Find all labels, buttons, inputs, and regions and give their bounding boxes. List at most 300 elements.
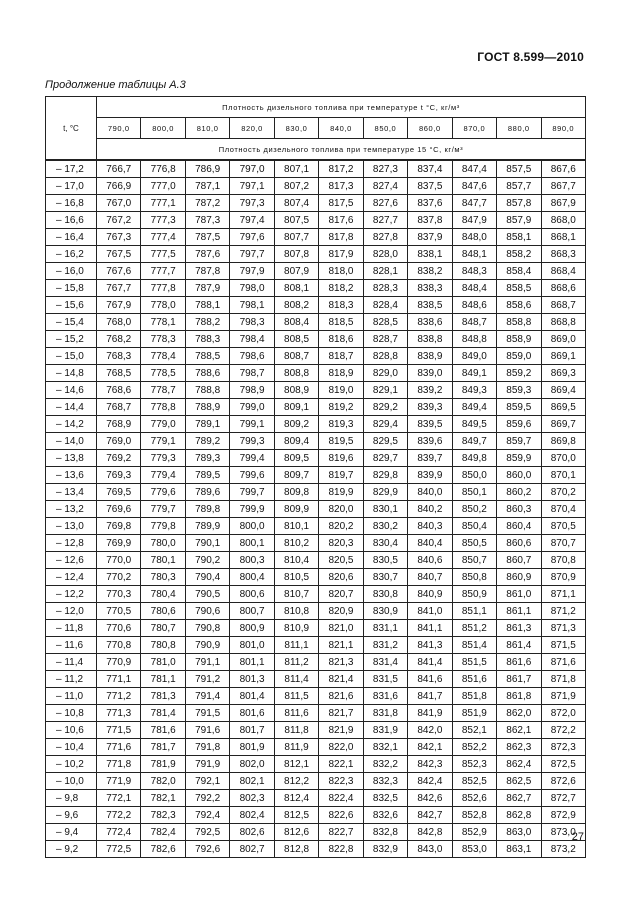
density-cell: 850,1 [452,484,496,501]
density-cell: 810,9 [274,620,318,637]
density-cell: 828,8 [363,348,407,365]
density-cell: 818,2 [319,280,363,297]
density-cell: 767,5 [97,246,141,263]
density-cell: 861,8 [497,688,541,705]
density-column-header: 800,0 [141,118,185,139]
table-row [46,501,586,518]
density-cell: 820,9 [319,603,363,620]
table-row [46,620,586,637]
density-cell: 858,5 [497,280,541,297]
density-cell: 851,4 [452,637,496,654]
density-cell: 821,3 [319,654,363,671]
temperature-cell: – 9,8 [46,790,97,807]
density-cell: 827,8 [363,229,407,246]
density-cell: 852,8 [452,807,496,824]
density-cell: 871,8 [541,671,585,688]
density-cell: 809,9 [274,501,318,518]
density-cell: 799,3 [230,433,274,450]
table-row [46,535,586,552]
table-row [46,263,586,280]
density-cell: 829,4 [363,416,407,433]
density-cell: 811,8 [274,722,318,739]
table-row [46,671,586,688]
density-column-header: 850,0 [363,118,407,139]
density-cell: 852,2 [452,739,496,756]
density-cell: 832,6 [363,807,407,824]
density-column-header: 890,0 [541,118,585,139]
density-cell: 842,4 [408,773,452,790]
density-cell: 789,9 [185,518,229,535]
density-cell: 769,5 [97,484,141,501]
table-row [46,484,586,501]
density-cell: 839,7 [408,450,452,467]
density-cell: 822,0 [319,739,363,756]
density-cell: 829,7 [363,450,407,467]
density-cell: 811,6 [274,705,318,722]
temperature-cell: – 9,4 [46,824,97,841]
density-cell: 778,5 [141,365,185,382]
density-cell: 790,2 [185,552,229,569]
density-cell: 838,2 [408,263,452,280]
density-cell: 791,4 [185,688,229,705]
density-cell: 873,2 [541,841,585,858]
table-caption: Продолжение таблицы А.3 [45,79,186,91]
density-cell: 802,6 [230,824,274,841]
density-cell: 872,6 [541,773,585,790]
density-cell: 849,7 [452,433,496,450]
temperature-cell: – 13,8 [46,450,97,467]
table-row [46,688,586,705]
density-cell: 789,6 [185,484,229,501]
density-cell: 851,9 [452,705,496,722]
density-column-header: 870,0 [452,118,496,139]
density-cell: 872,3 [541,739,585,756]
density-cell: 782,4 [141,824,185,841]
density-cell: 848,1 [452,246,496,263]
table-row [46,739,586,756]
density-cell: 852,6 [452,790,496,807]
density-cell: 869,7 [541,416,585,433]
density-cell: 780,0 [141,535,185,552]
temperature-cell: – 16,2 [46,246,97,263]
density-cell: 822,4 [319,790,363,807]
density-cell: 871,5 [541,637,585,654]
density-cell: 839,5 [408,416,452,433]
density-at-temperature-header: Плотность дизельного топлива при температуре t °C, кг/м³ [97,97,586,118]
density-cell: 780,1 [141,552,185,569]
density-cell: 808,5 [274,331,318,348]
density-cell: 842,3 [408,756,452,773]
temperature-cell: – 10,8 [46,705,97,722]
density-cell: 809,2 [274,416,318,433]
density-cell: 841,9 [408,705,452,722]
density-cell: 818,9 [319,365,363,382]
density-cell: 810,4 [274,552,318,569]
density-cell: 799,9 [230,501,274,518]
density-cell: 817,2 [319,160,363,178]
density-cell: 861,7 [497,671,541,688]
density-cell: 830,8 [363,586,407,603]
density-cell: 777,8 [141,280,185,297]
density-cell: 778,3 [141,331,185,348]
density-cell: 828,5 [363,314,407,331]
temperature-cell: – 9,2 [46,841,97,858]
density-cell: 838,5 [408,297,452,314]
density-cell: 798,3 [230,314,274,331]
density-cell: 809,5 [274,450,318,467]
density-cell: 819,0 [319,382,363,399]
density-cell: 849,4 [452,399,496,416]
density-cell: 838,8 [408,331,452,348]
density-cell: 820,0 [319,501,363,518]
density-cell: 830,4 [363,535,407,552]
density-cell: 788,5 [185,348,229,365]
density-cell: 771,6 [97,739,141,756]
table-body [46,160,586,858]
density-column-header: 840,0 [319,118,363,139]
density-cell: 801,7 [230,722,274,739]
density-cell: 871,1 [541,586,585,603]
density-cell: 781,0 [141,654,185,671]
density-cell: 797,1 [230,178,274,195]
density-cell: 791,2 [185,671,229,688]
density-cell: 807,4 [274,195,318,212]
temperature-cell: – 15,8 [46,280,97,297]
density-cell: 848,4 [452,280,496,297]
density-cell: 829,2 [363,399,407,416]
density-cell: 860,6 [497,535,541,552]
density-cell: 840,4 [408,535,452,552]
density-cell: 843,0 [408,841,452,858]
density-cell: 830,9 [363,603,407,620]
table-row [46,569,586,586]
density-cell: 811,4 [274,671,318,688]
density-cell: 800,6 [230,586,274,603]
density-cell: 862,5 [497,773,541,790]
density-cell: 841,7 [408,688,452,705]
density-cell: 782,3 [141,807,185,824]
density-cell: 869,3 [541,365,585,382]
density-cell: 808,4 [274,314,318,331]
density-cell: 872,0 [541,705,585,722]
density-cell: 841,6 [408,671,452,688]
density-cell: 767,6 [97,263,141,280]
temperature-cell: – 14,2 [46,416,97,433]
density-cell: 812,4 [274,790,318,807]
temperature-cell: – 14,8 [46,365,97,382]
density-cell: 769,9 [97,535,141,552]
density-cell: 779,7 [141,501,185,518]
table-row [46,807,586,824]
density-cell: 831,2 [363,637,407,654]
density-cell: 842,1 [408,739,452,756]
density-cell: 832,1 [363,739,407,756]
density-cell: 831,5 [363,671,407,688]
document-code: ГОСТ 8.599—2010 [477,50,584,64]
density-cell: 869,5 [541,399,585,416]
density-cell: 818,6 [319,331,363,348]
density-cell: 808,9 [274,382,318,399]
density-cell: 849,3 [452,382,496,399]
density-cell: 778,0 [141,297,185,314]
temperature-cell: – 13,0 [46,518,97,535]
density-cell: 828,3 [363,280,407,297]
density-cell: 782,0 [141,773,185,790]
density-cell: 811,1 [274,637,318,654]
density-cell: 830,2 [363,518,407,535]
density-cell: 819,6 [319,450,363,467]
temperature-cell: – 15,6 [46,297,97,314]
density-cell: 857,5 [497,160,541,178]
density-cell: 800,3 [230,552,274,569]
density-cell: 801,0 [230,637,274,654]
density-column-header: 810,0 [185,118,229,139]
density-cell: 791,5 [185,705,229,722]
density-cell: 838,9 [408,348,452,365]
density-cell: 842,0 [408,722,452,739]
density-cell: 870,8 [541,552,585,569]
density-cell: 860,4 [497,518,541,535]
table-row [46,399,586,416]
table-row [46,195,586,212]
temperature-cell: – 16,6 [46,212,97,229]
density-cell: 837,4 [408,160,452,178]
density-cell: 830,1 [363,501,407,518]
density-cell: 808,8 [274,365,318,382]
density-cell: 859,6 [497,416,541,433]
density-cell: 822,1 [319,756,363,773]
density-cell: 837,5 [408,178,452,195]
density-cell: 850,7 [452,552,496,569]
density-cell: 770,6 [97,620,141,637]
density-cell: 819,5 [319,433,363,450]
density-cell: 852,1 [452,722,496,739]
density-cell: 872,9 [541,807,585,824]
density-cell: 768,9 [97,416,141,433]
density-cell: 852,9 [452,824,496,841]
density-column-header: 830,0 [274,118,318,139]
density-cell: 771,2 [97,688,141,705]
temperature-cell: – 16,8 [46,195,97,212]
density-cell: 787,8 [185,263,229,280]
density-cell: 870,2 [541,484,585,501]
density-cell: 851,5 [452,654,496,671]
density-cell: 768,6 [97,382,141,399]
temperature-cell: – 13,6 [46,467,97,484]
density-cell: 799,6 [230,467,274,484]
density-cell: 868,1 [541,229,585,246]
density-column-header: 860,0 [408,118,452,139]
density-cell: 871,2 [541,603,585,620]
density-cell: 857,7 [497,178,541,195]
density-cell: 848,3 [452,263,496,280]
density-cell: 861,6 [497,654,541,671]
density-cell: 768,3 [97,348,141,365]
density-cell: 780,7 [141,620,185,637]
table-header [46,97,586,161]
density-cell: 868,6 [541,280,585,297]
density-cell: 770,8 [97,637,141,654]
density-cell: 799,1 [230,416,274,433]
density-cell: 786,9 [185,160,229,178]
density-cell: 781,6 [141,722,185,739]
density-cell: 808,1 [274,280,318,297]
temperature-cell: – 10,4 [46,739,97,756]
density-cell: 830,7 [363,569,407,586]
density-cell: 766,7 [97,160,141,178]
temperature-cell: – 14,0 [46,433,97,450]
density-cell: 777,4 [141,229,185,246]
density-cell: 858,1 [497,229,541,246]
density-cell: 867,7 [541,178,585,195]
density-cell: 827,6 [363,195,407,212]
density-cell: 868,0 [541,212,585,229]
density-cell: 828,1 [363,263,407,280]
density-cell: 792,4 [185,807,229,824]
density-cell: 768,5 [97,365,141,382]
density-cell: 771,3 [97,705,141,722]
density-cell: 777,0 [141,178,185,195]
temperature-cell: – 11,2 [46,671,97,688]
density-cell: 807,2 [274,178,318,195]
density-cell: 790,9 [185,637,229,654]
density-cell: 781,1 [141,671,185,688]
density-cell: 789,5 [185,467,229,484]
density-cell: 789,2 [185,433,229,450]
density-cell: 863,0 [497,824,541,841]
table-row [46,790,586,807]
density-cell: 847,4 [452,160,496,178]
density-cell: 767,3 [97,229,141,246]
density-cell: 859,5 [497,399,541,416]
density-cell: 869,4 [541,382,585,399]
density-cell: 777,7 [141,263,185,280]
density-cell: 811,2 [274,654,318,671]
temperature-cell: – 16,4 [46,229,97,246]
density-cell: 821,0 [319,620,363,637]
density-cell: 861,0 [497,586,541,603]
temperature-cell: – 11,4 [46,654,97,671]
density-cell: 797,6 [230,229,274,246]
temperature-cell: – 13,4 [46,484,97,501]
table-row [46,229,586,246]
density-cell: 862,7 [497,790,541,807]
density-cell: 859,2 [497,365,541,382]
density-cell: 841,0 [408,603,452,620]
density-cell: 819,7 [319,467,363,484]
density-cell: 800,4 [230,569,274,586]
density-cell: 781,9 [141,756,185,773]
density-cell: 790,8 [185,620,229,637]
density-cell: 807,1 [274,160,318,178]
density-cell: 770,9 [97,654,141,671]
density-cell: 797,3 [230,195,274,212]
density-cell: 792,2 [185,790,229,807]
table-row [46,552,586,569]
density-cell: 852,3 [452,756,496,773]
temperature-cell: – 12,8 [46,535,97,552]
density-cell: 869,1 [541,348,585,365]
density-cell: 808,2 [274,297,318,314]
density-cell: 810,5 [274,569,318,586]
density-cell: 858,8 [497,314,541,331]
temperature-cell: – 15,2 [46,331,97,348]
density-cell: 801,3 [230,671,274,688]
density-cell: 829,1 [363,382,407,399]
density-cell: 860,3 [497,501,541,518]
density-cell: 820,5 [319,552,363,569]
density-cell: 797,0 [230,160,274,178]
table-row [46,637,586,654]
density-cell: 827,7 [363,212,407,229]
density-cell: 779,6 [141,484,185,501]
density-cell: 801,4 [230,688,274,705]
density-cell: 820,6 [319,569,363,586]
density-cell: 849,5 [452,416,496,433]
density-cell: 839,3 [408,399,452,416]
density-cell: 842,7 [408,807,452,824]
density-cell: 837,8 [408,212,452,229]
density-cell: 850,0 [452,467,496,484]
density-cell: 799,4 [230,450,274,467]
density-cell: 872,2 [541,722,585,739]
temperature-cell: – 16,0 [46,263,97,280]
table-row [46,450,586,467]
table-row [46,756,586,773]
density-cell: 829,9 [363,484,407,501]
density-cell: 787,1 [185,178,229,195]
density-cell: 860,2 [497,484,541,501]
density-cell: 817,5 [319,195,363,212]
density-cell: 859,9 [497,450,541,467]
density-cell: 842,6 [408,790,452,807]
density-cell: 802,0 [230,756,274,773]
density-cell: 801,9 [230,739,274,756]
density-cell: 772,1 [97,790,141,807]
temperature-cell: – 15,0 [46,348,97,365]
density-cell: 781,7 [141,739,185,756]
density-cell: 770,3 [97,586,141,603]
density-columns-row [46,118,586,139]
density-cell: 807,8 [274,246,318,263]
density-cell: 868,8 [541,314,585,331]
table-row [46,348,586,365]
temperature-cell: – 10,2 [46,756,97,773]
density-cell: 867,6 [541,160,585,178]
density-cell: 771,9 [97,773,141,790]
density-cell: 849,0 [452,348,496,365]
density-cell: 873,0 [541,824,585,841]
density-cell: 778,1 [141,314,185,331]
density-cell: 781,3 [141,688,185,705]
density-cell: 792,1 [185,773,229,790]
density-cell: 840,0 [408,484,452,501]
temperature-cell: – 12,6 [46,552,97,569]
density-cell: 858,9 [497,331,541,348]
density-cell: 807,5 [274,212,318,229]
density-cell: 850,8 [452,569,496,586]
density-cell: 838,6 [408,314,452,331]
density-cell: 871,3 [541,620,585,637]
density-cell: 841,3 [408,637,452,654]
density-cell: 789,8 [185,501,229,518]
density-cell: 829,8 [363,467,407,484]
density-cell: 780,8 [141,637,185,654]
temperature-cell: – 10,6 [46,722,97,739]
density-cell: 769,6 [97,501,141,518]
density-cell: 790,1 [185,535,229,552]
density-cell: 862,0 [497,705,541,722]
